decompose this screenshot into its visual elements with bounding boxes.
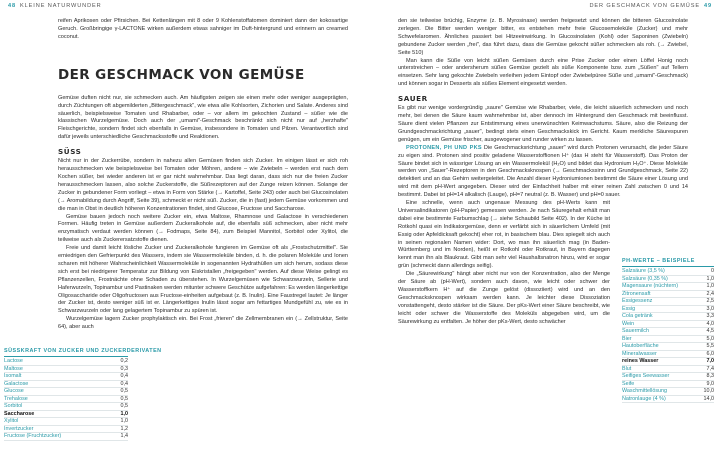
table-cell-value: 1,0 xyxy=(706,283,714,289)
table-cell-name: Salzsäure (0,35 %) xyxy=(622,275,668,282)
table-row xyxy=(622,351,714,359)
table-cell-name: Invertzucker xyxy=(4,425,34,432)
table-cell-name: Cola getränk xyxy=(622,313,653,319)
section-intro-paragraph: Gemüse duften nicht nur, sie schmecken auch. Am häufigsten zeigen sie einen mehr oder weniger ausgeprägten, durch Züchtungen oft abgemilderten „Bittergeschmack", wie etwa alle Kohlsorten, Zichorien und Salate. Anderes sind säuerlich, beispielsweise Tomaten und Rhabarber, oder – vor allem im gekochten Zustand – süßer wie die klassischen Wurzelgemüse. Doch auch der „umami"-Geschmack beschränkt sich nicht nur auf „herzhafte" Fleischgerichte, sondern findet sich ebenfalls in Gemüse, insbesondere in Tomaten und Pilzen. Verantwortlich sind dafür jeweils unterschiedliche Geschmacksstoffe und Reaktionen. xyxy=(58,94,348,141)
table-cell-value: 0,4 xyxy=(120,373,128,379)
table-row xyxy=(4,411,128,419)
table-row xyxy=(4,418,128,426)
running-head-left xyxy=(4,3,102,9)
table-cell-name: Essig xyxy=(622,305,636,312)
table-cell-name: Hautoberfläche xyxy=(622,343,659,349)
left-page-column xyxy=(58,18,348,332)
ph-text-block xyxy=(398,200,610,327)
table-cell-value: 6,0 xyxy=(706,350,714,357)
table-row xyxy=(622,388,714,396)
running-head-right xyxy=(589,3,716,9)
table-row xyxy=(4,366,128,374)
table-row xyxy=(622,298,714,306)
table-cell-value: 1,2 xyxy=(120,425,128,432)
table-row xyxy=(4,358,128,366)
table-cell-name: Isomalt xyxy=(4,373,22,379)
table-cell-value: 0,5 xyxy=(120,388,128,394)
table-cell-name: reines Wasser xyxy=(622,358,659,364)
table-row xyxy=(622,381,714,389)
sweetness-table xyxy=(4,348,162,441)
table-row xyxy=(622,321,714,329)
table-row xyxy=(4,396,128,404)
table-row xyxy=(622,283,714,291)
protonen-text: Die Geschmacksrichtung „sauer" wird durch Protonen verursacht, die jeder Säure zu eigen sind. Protonen sind positiv geladene Wasserstoffionen H⁺ (das H steht für Wasserstoff). Das Proton der Säure bindet sich in wässriger Lösung an ein Wassermolekül (H₂O) und bildet das Hydronium H₃O⁺. Diese Moleküle werden von „Sauer"-Rezeptoren in den Geschmacksknospen (→ Geschmackssinn und Grundgeschmack, Seite 22) detektiert und an das Gehirn weitergeleitet. Die Anzahl dieser Hydroniumionen bestimmt die Säure einer Lösung und wird mit dem pH-Wert angegeben. Dieser wird der Einfachheit halber mit einer reinen Zahl zwischen 0 und 14 bestimmt. Dabei ist pH=14 alkalisch (Lauge), pH=7 neutral (z. B. Wasser) und pH=0 sauer. xyxy=(398,144,688,199)
protonen-label: PROTONEN, PH UND PKS xyxy=(406,144,482,151)
table-cell-value: 1,0 xyxy=(706,275,714,282)
table-cell-value: 7,0 xyxy=(706,358,714,364)
section-title: DER GESCHMACK VON GEMÜSE xyxy=(58,66,305,83)
table-row xyxy=(622,336,714,344)
table-cell-name: Sauermilch xyxy=(622,328,649,334)
table-cell-name: Trehalose xyxy=(4,395,28,402)
table-row xyxy=(622,366,714,374)
table-row xyxy=(4,433,128,441)
table-cell-value: 3,3 xyxy=(706,313,714,319)
suess-paragraph-3: Freie und damit leicht lösliche Zucker und Zuckeralkohole fungieren im Gemüse oft als „Frostschutzmittel". Sie erniedrigen den Gefrierpunkt des Wassers, indem sie Wassermoleküle binden, d. h. die polaren Moleküle und Ionen scharen mit höherer Wahrscheinlichkeit Wassermoleküle in sogenannten Hydrathüllen um sich herum, sodass diese sich erst bei niedrigerer Temperatur zur Bildung von Eiskristallen „freigegeben" werden. Auf diese Weise gelingt es Pflanzenzellen, Frostnächte ohne Schaden zu überstehen. In Wurzelgemüsen wie Schwarzwurzeln, Sellerie und Haferwurzeln, Topinambur und Pastinaken werden mitunter schwere Geschütze aufgefahren: Es werden längerkettige Oligosaccharide oder Oligofructosen aus Fructose-einheiten aufgebaut (z. B. Inulin). Eine Faustregel lautet: Je länger der Zucker ist, desto weniger süß ist er. Längerkettiges Inulin lässt sogar am fettartiges Mundgefühl zu, wie es in Schwarzwurzeln oder lang gelagertem Topinambur zu spüren ist. xyxy=(58,245,348,315)
right-paragraph-2: Man kann die Süße von leicht süßen Gemüsen durch eine Prise Zucker oder einen Löffel Honig noch unterstreichen – oder andersherum süßes Gemüse gezielt als süße Komponente bzw. zum „Süßen" auf Tellern einsetzen. Sehr lang gekochte Zwiebeln verleihen jedem Eintopf oder Zwiebelpüree Süße und „umami"-Geschmack) und können sogar in Desserts als süßes Element eingesetzt werden. xyxy=(398,57,688,88)
table-cell-name: Maltose xyxy=(4,365,23,372)
ph-table xyxy=(622,258,714,403)
table-cell-name: Zitronensaft xyxy=(622,290,651,297)
table-cell-name: Waschmittellösung xyxy=(622,388,668,394)
table-row xyxy=(622,306,714,314)
table-cell-value: 0,5 xyxy=(120,395,128,402)
suess-paragraph-2: Gemüse bauen jedoch noch weitere Zucker ein, etwa Maltose, Rhamnose und Galactose in verschiedenen Formen. Häufig treten in Gemüse außerdem Zuckeralkohole auf, die ebenfalls süß schmecken, aber nicht mehr enzymatisch verdaut werden können (→ Fodmaps, Seite 84), zum Beispiel Mannitol, Sorbitol oder Xylitol, die teilweise auch als Zuckerersatzstoffe dienen. xyxy=(58,213,348,244)
table-row xyxy=(622,291,714,299)
table-cell-value: 1,0 xyxy=(120,410,128,417)
table-cell-name: Seifiges Seewasser xyxy=(622,373,670,379)
table-row xyxy=(4,403,128,411)
ph-table-title: PH-WERTE – BEISPIELE xyxy=(622,258,714,267)
heading-sauer: SAUER xyxy=(398,94,428,104)
table-cell-name: Saccharose xyxy=(4,410,35,417)
table-cell-name: Essigessenz xyxy=(622,298,653,304)
table-cell-value: 14,0 xyxy=(703,395,714,402)
table-cell-name: Seife xyxy=(622,380,635,387)
table-cell-name: Xylitol xyxy=(4,418,19,424)
table-cell-value: 9,0 xyxy=(706,380,714,387)
table-cell-name: Galactose xyxy=(4,380,29,387)
table-row xyxy=(4,426,128,434)
right-paragraph-1: den sie teilweise brüchig, Enzyme (z. B. Myrosinase) werden freigesetzt und können die bitteren Glucosinolate zerlegen. Die Bitter werden weniger bitter, es entstehen mehr freie Glucosemoleküle (Zucker) und mehr Schwefelaromen. Ähnliches passiert bei Hitzeeinwirkung. In Glucosinolaten (Kohl) oder Saponinen (Zwiebeln) gebundene Zucker werden „frei", das führt dazu, dass die Gemüse gekocht süßer schmecken als roh. (→ Zwiebel, Seite 510) xyxy=(398,18,688,56)
table-cell-name: Fructose (Fruchtzucker) xyxy=(4,433,62,439)
sweetness-table-title: SÜSSKRAFT VON ZUCKER UND ZUCKERDERIVATEN xyxy=(4,348,128,357)
table-row xyxy=(622,373,714,381)
table-cell-value: 3,0 xyxy=(706,305,714,312)
table-cell-name: Wein xyxy=(622,320,635,327)
suess-paragraph-1: Nicht nur in der Zuckerrübe, sondern in nahezu allen Gemüsen finden sich Zucker. Im einigen lässt er sich roh herausschmecken wie beispielsweise bei Tomaten oder Möhren, andere – wie Zwiebeln – werden erst nach dem Kochen süßer, bei wieder anderen ist er gar nicht wahrnehmbar. Das liegt daran, dass sich nur die freien Zucker herausschmecken lassen, also solche Zuckerstoffe, die Süßrezeptoren auf der Zunge reizen können. Solange der Zucker in gebundener Form vorliegt – etwa in Form von Stärke (→ Kartoffel, Seite 243) oder auch bei Glucosinolaten (→ Aromabildung durch Angriff, Seite 39), schmeckt er nicht süß. Zucker, die in (fast) jedem Gemüse vorkommen und die man in Obst in deutlich höheren Konzentrationen findet, sind Glucose, Fructose und Saccharose. xyxy=(58,158,348,212)
table-row xyxy=(4,381,128,389)
table-cell-value: 10,0 xyxy=(703,388,714,394)
table-cell-value: 0 xyxy=(711,268,714,274)
sauer-paragraph-4: Eine schnelle, wenn auch ungenaue Messung des pH-Werts kann mit Universalindikatoren (pH-Papier) gemessen werden. Je nach Säuregehalt erhält man dabei eine bestimmte Farbumschlag (→ siehe Schaubild Seite 402). In der Küche ist Rotkohl quasi ein Indikatorgemüse, denn er verfärbt sich in säuerlichem Umfeld (mit Essig oder Apfeldicksaft gekocht) eher rot, in basischem blau. Dies spiegelt sich auch in seinen regionalen Namen wider: Dort, wo man ihn säuerlich mag (in Baden-Württemberg und im Norden), heißt er Rotkohl oder Rotkraut, in Bayern dagegen kennt man ihn als Blaukraut. Gibt man sehr viel Haushaltsnatron hinzu, wird er sogar grün (schmeckt dann allerdings seifig). xyxy=(398,200,610,270)
table-cell-value: 0,2 xyxy=(120,358,128,364)
table-cell-name: Glucose xyxy=(4,388,24,394)
sauer-paragraph-5: Die „Säurewirkung" hängt aber nicht nur von der Konzentration, also der Menge der Säure ab (pH-Wert), sondern auch davon, wie leicht oder schwer der Wasserstoffkern H⁺ auf die Zunge gelöst (dissoziiert) wird und an den Geschmacksknospen wirksam werden kann. Je leichter diese Dissoziation vonstattengeht, desto stärker ist die Säure. Der pKs-Wert einer Säure beschreibt, wie leicht oder schwer die Wasserstoffe des Moleküls abgegeben wird, um die Säurewirkung zu entfalten. Je höher der pKs-Wert, desto schwächer xyxy=(398,271,610,325)
table-row xyxy=(622,268,714,276)
table-row xyxy=(622,396,714,404)
sauer-paragraph-1: Es gibt nur wenige vordergründig „saure" Gemüse wie Rhabarber, viele, die leicht säuerlich schmecken und noch mehr, bei denen die Säure kaum wahrnehmbar ist, aber dennoch im Hintergrund den Geschmack mit beeinflusst. Säure dient vielen Pflanzen zur Entstimmung eines unerwünschten Keimwachstums. Säure, also die Reizung der Grundgeschmackrichtung „sauer", bedingt stets einen Geschmackskick im Gericht. Kaum merkliche Säurespuren genügen, um ein Gemüse frischer, ausgewogener und runder wirken zu lassen. xyxy=(398,105,688,143)
table-cell-value: 5,0 xyxy=(706,335,714,342)
table-row xyxy=(622,358,714,366)
table-cell-value: 0,5 xyxy=(120,403,128,409)
table-cell-value: 7,4 xyxy=(706,365,714,372)
table-row xyxy=(622,313,714,321)
table-cell-value: 1,4 xyxy=(120,433,128,439)
table-cell-name: Blut xyxy=(622,365,632,372)
running-head-left-title: KLEINE NATURWUNDER xyxy=(20,3,102,9)
page-number-right: 49 xyxy=(703,3,712,9)
table-cell-value: 0,3 xyxy=(120,365,128,372)
table-cell-value: 4,5 xyxy=(706,328,714,334)
table-cell-value: 2,4 xyxy=(706,290,714,297)
running-head-right-title: DER GESCHMACK VON GEMÜSE xyxy=(589,3,700,9)
intro-paragraph: reifen Aprikosen oder Pfirsichen. Bei Kettenlängen mit 8 oder 9 Kohlenstoffatomen dominiert dann der kokosartige Geruch. Großbringige γ-LACTONE wirken außerdem etwas sahniger im Duft-hintergrund und erinnern an creamed coconut. xyxy=(58,18,348,40)
table-cell-value: 0,4 xyxy=(120,380,128,387)
table-cell-name: Mineralwasser xyxy=(622,350,657,357)
table-row xyxy=(622,276,714,284)
table-cell-name: Sorbitol xyxy=(4,403,23,409)
table-cell-value: 4,0 xyxy=(706,320,714,327)
table-cell-name: Magensaure (nüchtern) xyxy=(622,283,679,289)
protonen-paragraph xyxy=(398,145,688,200)
table-cell-value: 2,5 xyxy=(706,298,714,304)
suess-paragraph-4: Wurzelgemüse lagern Zucker prophylaktisch ein. Bei Frost „frieren" die Zellmembranen ein (→ Zellstruktur, Seite 64), aber auch xyxy=(58,316,348,331)
table-row xyxy=(622,328,714,336)
page-number-left: 48 xyxy=(8,3,17,9)
table-row xyxy=(4,373,128,381)
table-cell-name: Lactose xyxy=(4,358,23,364)
table-row xyxy=(622,343,714,351)
table-cell-value: 8,3 xyxy=(706,373,714,379)
table-cell-name: Bier xyxy=(622,335,632,342)
table-row xyxy=(4,388,128,396)
heading-suess: SÜSS xyxy=(58,147,82,157)
table-cell-name: Natronlauge (4 %) xyxy=(622,395,666,402)
table-cell-value: 5,5 xyxy=(706,343,714,349)
table-cell-name: Salzsäure (3,5 %) xyxy=(622,268,665,274)
table-cell-value: 1,0 xyxy=(120,418,128,424)
